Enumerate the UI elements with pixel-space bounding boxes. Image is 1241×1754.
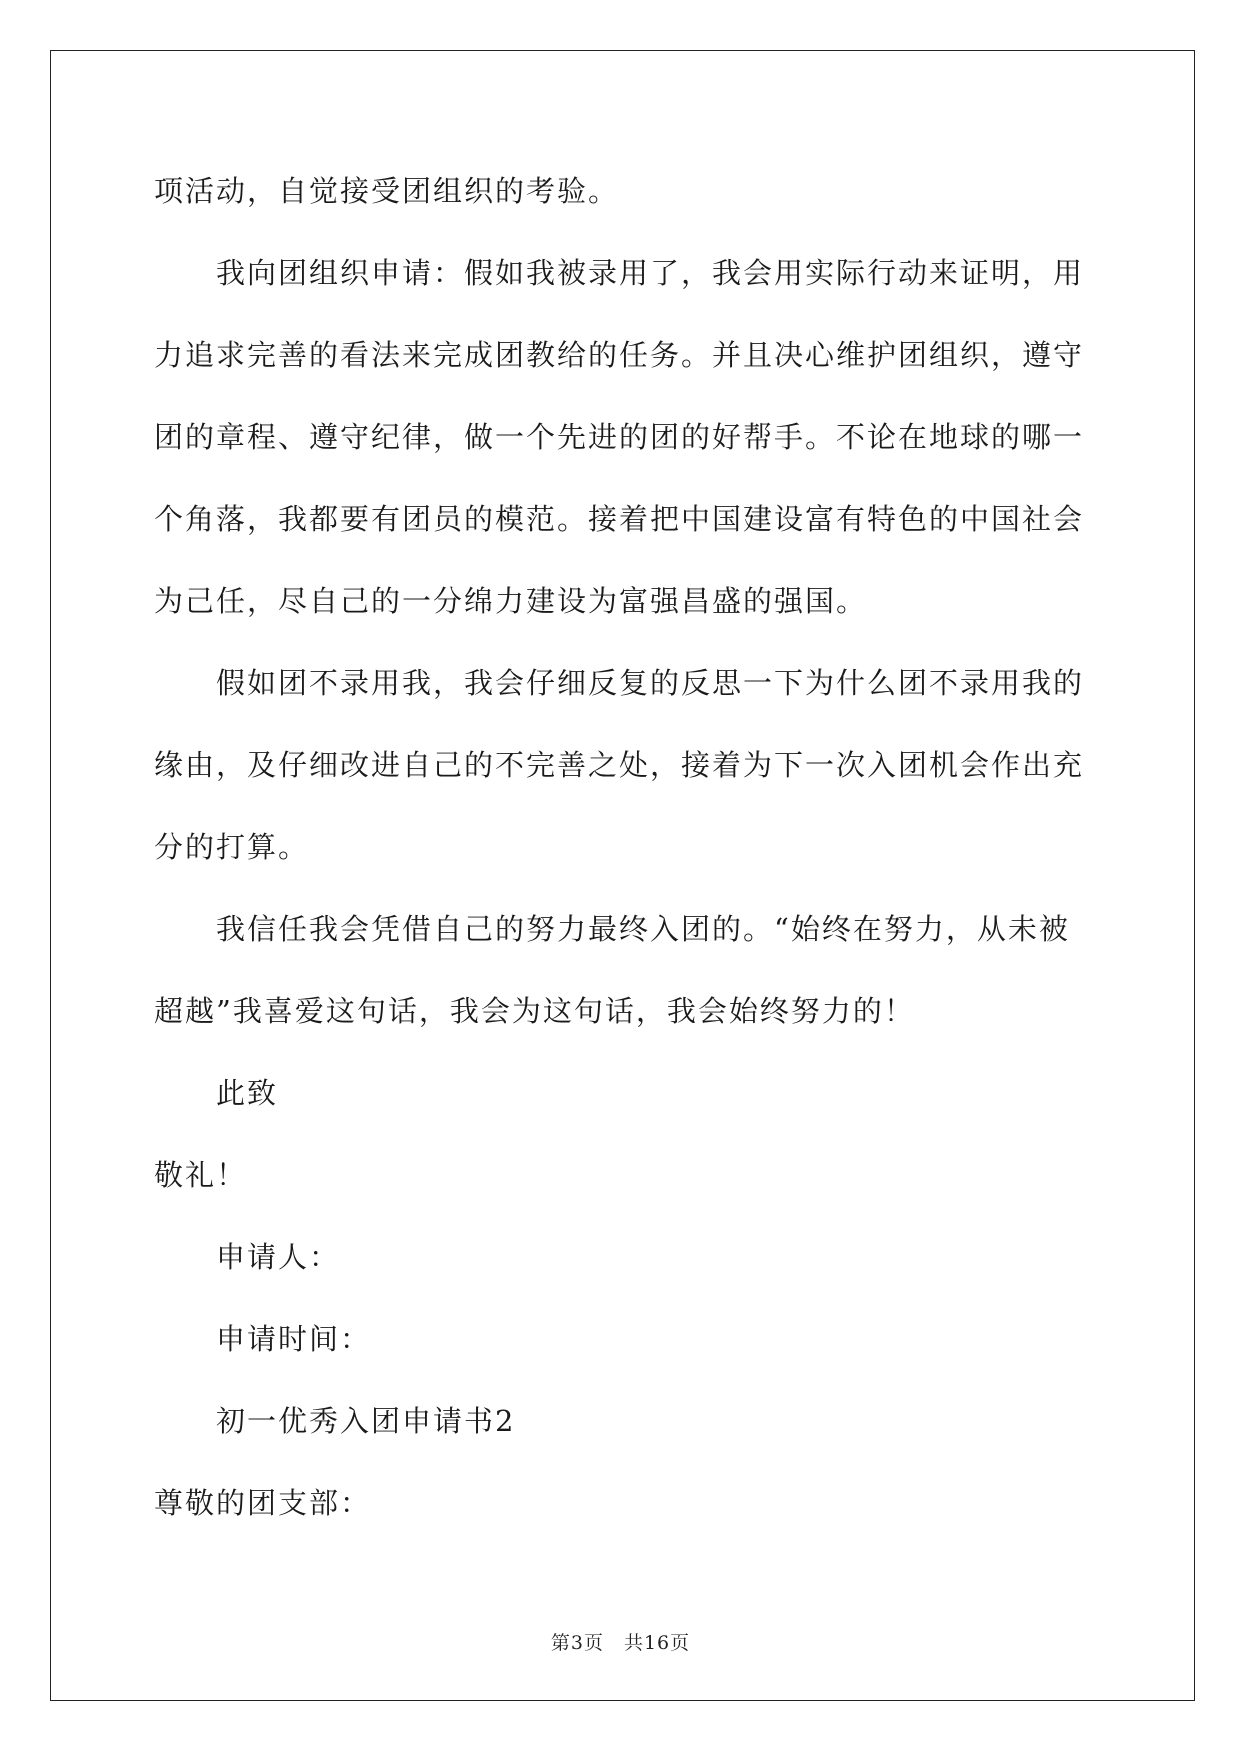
text-line: 为己任，尽自己的一分绵力建设为富强昌盛的强国。 [154, 584, 868, 618]
document-body [154, 150, 1094, 1544]
text-line: 我向团组织申请：假如我被录用了，我会用实际行动来证明，用 [216, 256, 1085, 290]
text-line: 缘由，及仔细改进自己的不完善之处，接着为下一次入团机会作出充 [154, 748, 1085, 782]
text-line: 假如团不录用我，我会仔细反复的反思一下为什么团不录用我的 [216, 666, 1085, 700]
greeting: 尊敬的团支部： [154, 1486, 372, 1520]
section-title: 初一优秀入团申请书2 [216, 1404, 516, 1438]
page-footer [0, 1628, 1241, 1655]
application-date-label: 申请时间： [216, 1322, 372, 1356]
text-line: 个角落，我都要有团员的模范。接着把中国建设富有特色的中国社会 [154, 502, 1085, 536]
text-line: 项活动，自觉接受团组织的考验。 [154, 174, 620, 208]
closing-salutation: 此致 [216, 1076, 279, 1110]
text-line: 超越”我喜爱这句话，我会为这句话，我会始终努力的！ [154, 994, 915, 1028]
page-number: 第3页 [550, 1632, 604, 1654]
text-line: 分的打算。 [154, 830, 310, 864]
text-line: 我信任我会凭借自己的努力最终入团的。“始终在努力，从未被 [216, 912, 1070, 946]
closing-regards: 敬礼！ [154, 1158, 248, 1192]
page-total: 共16页 [623, 1632, 691, 1654]
text-line: 团的章程、遵守纪律，做一个先进的团的好帮手。不论在地球的哪一 [154, 420, 1085, 454]
text-line: 力追求完善的看法来完成团教给的任务。并且决心维护团组织，遵守 [154, 338, 1085, 372]
applicant-label: 申请人： [216, 1240, 341, 1274]
